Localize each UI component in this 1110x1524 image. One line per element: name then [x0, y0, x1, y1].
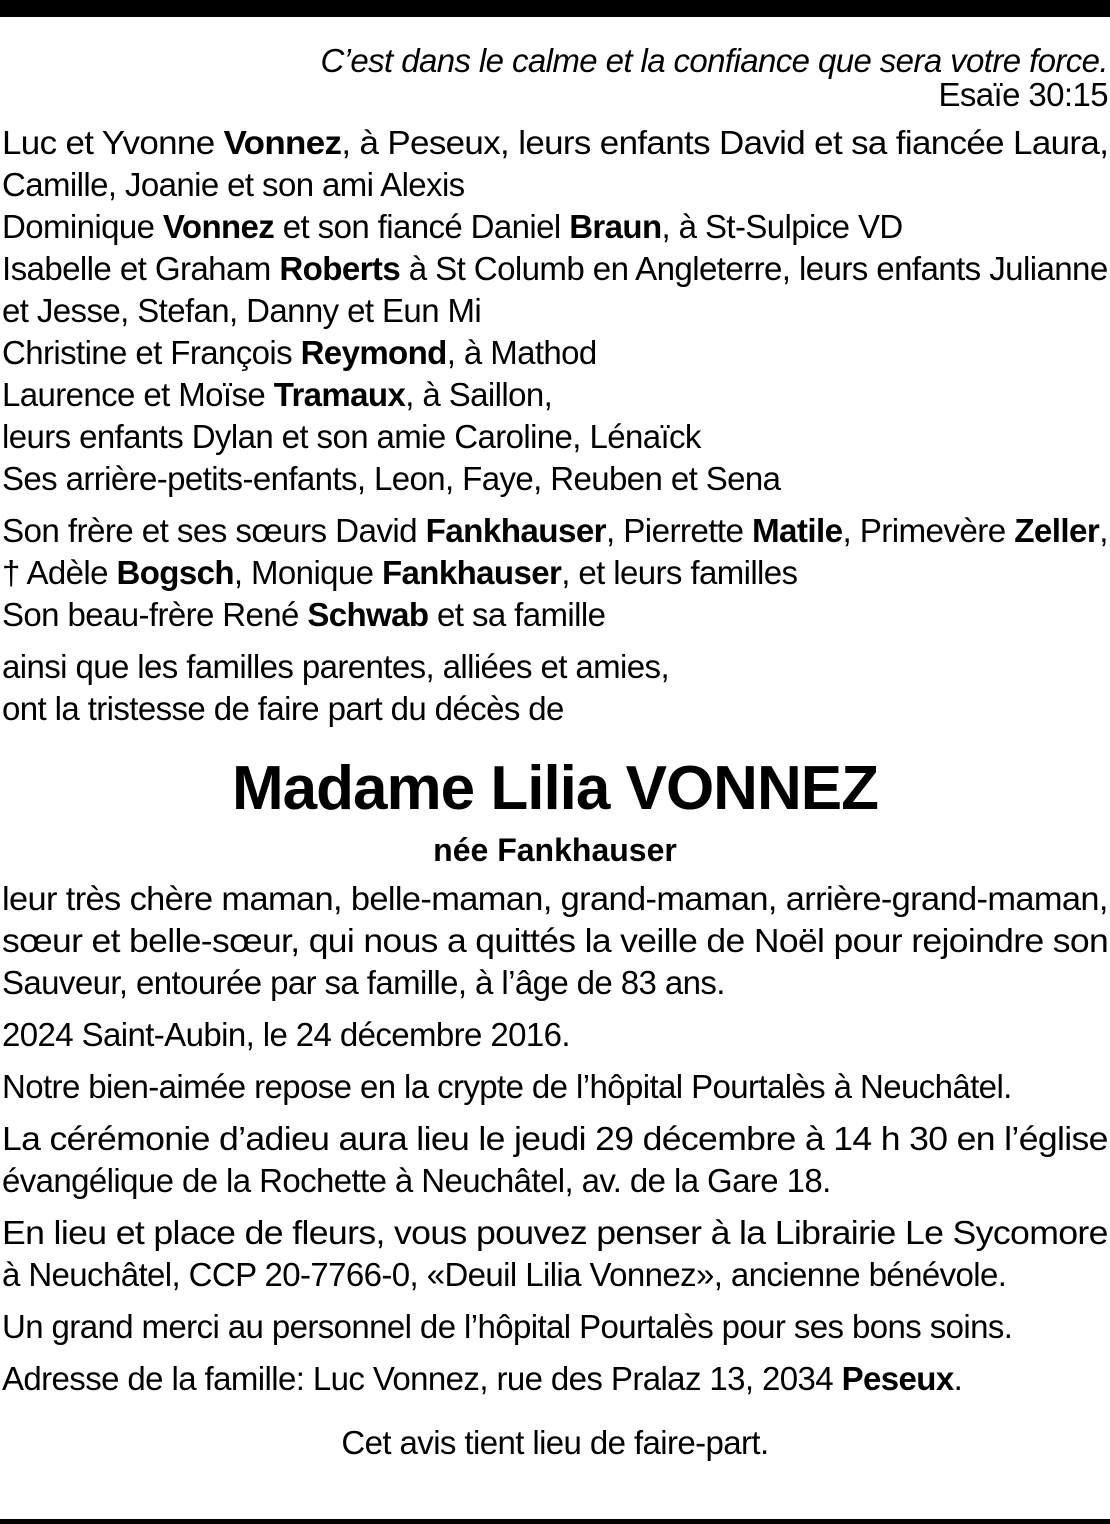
- announcement-line: ont la tristesse de faire part du décès de: [2, 690, 564, 727]
- family-line: Laurence et Moïse Tramaux, à Saillon,: [2, 376, 553, 413]
- flowers-paragraph: [2, 1212, 1108, 1296]
- family-list: [2, 122, 1108, 500]
- verse-quote: C’est dans le calme et la confiance que sera votre force.: [320, 42, 1108, 79]
- notice-footer: Cet avis tient lieu de faire-part.: [341, 1424, 769, 1461]
- flowers-line: à Neuchâtel, CCP 20-7766-0, «Deuil Lilia Vonnez», ancienne bénévole.: [2, 1256, 1007, 1293]
- family-line: Camille, Joanie et son ami Alexis: [2, 166, 465, 203]
- family-address: Adresse de la famille: Luc Vonnez, rue des Pralaz 13, 2034 Peseux.: [2, 1360, 963, 1397]
- tribute-line: Sauveur, entourée par sa famille, à l’âge de 83 ans.: [2, 964, 725, 1001]
- tribute-paragraph: [2, 878, 1108, 1004]
- family-line: Dominique Vonnez et son fiancé Daniel Braun, à St-Sulpice VD: [2, 208, 903, 245]
- family-line: Isabelle et Graham Roberts à St Columb en Angleterre, leurs enfants Julianne: [2, 250, 1108, 287]
- siblings-list: [2, 510, 1108, 636]
- family-line: Christine et François Reymond, à Mathod: [2, 334, 597, 371]
- deceased-name: Madame Lilia VONNEZ: [232, 754, 878, 823]
- ceremony-line: évangélique de la Rochette à Neuchâtel, av. de la Gare 18.: [2, 1162, 831, 1199]
- tribute-line: sœur et belle-sœur, qui nous a quittés la veille de Noël pour rejoindre son: [2, 922, 1109, 959]
- siblings-line: Son frère et ses sœurs David Fankhauser, Pierrette Matile, Primevère Zeller,: [2, 512, 1108, 549]
- ceremony-paragraph: [2, 1118, 1108, 1202]
- tribute-line: leur très chère maman, belle-maman, grand-maman, arrière-grand-maman,: [2, 880, 1108, 917]
- maiden-name: née Fankhauser: [433, 832, 677, 868]
- family-line: Ses arrière-petits-enfants, Leon, Faye, Reuben et Sena: [2, 460, 781, 497]
- announcement-line: ainsi que les familles parentes, alliées et amies,: [2, 648, 670, 685]
- obituary-notice: [2, 40, 1108, 1464]
- flowers-line: En lieu et place de fleurs, vous pouvez penser à la Librairie Le Sycomore: [2, 1214, 1108, 1251]
- bottom-rule: [0, 1519, 1110, 1524]
- family-line: Luc et Yvonne Vonnez, à Peseux, leurs enfants David et sa fiancée Laura,: [2, 124, 1109, 161]
- siblings-line: † Adèle Bogsch, Monique Fankhauser, et leurs familles: [2, 554, 798, 591]
- place-date: 2024 Saint-Aubin, le 24 décembre 2016.: [2, 1016, 570, 1053]
- thanks-line: Un grand merci au personnel de l’hôpital Pourtalès pour ses bons soins.: [2, 1308, 1013, 1345]
- family-line: leurs enfants Dylan et son amie Caroline, Lénaïck: [2, 418, 701, 455]
- verse-reference: Esaïe 30:15: [938, 76, 1108, 113]
- resting-place: Notre bien-aimée repose en la crypte de l’hôpital Pourtalès à Neuchâtel.: [2, 1068, 1012, 1105]
- announcement: [2, 646, 1108, 730]
- top-rule: [0, 0, 1110, 17]
- family-line: et Jesse, Stefan, Danny et Eun Mi: [2, 292, 482, 329]
- siblings-line: Son beau-frère René Schwab et sa famille: [2, 596, 606, 633]
- ceremony-line: La cérémonie d’adieu aura lieu le jeudi 29 décembre à 14 h 30 en l’église: [2, 1120, 1108, 1157]
